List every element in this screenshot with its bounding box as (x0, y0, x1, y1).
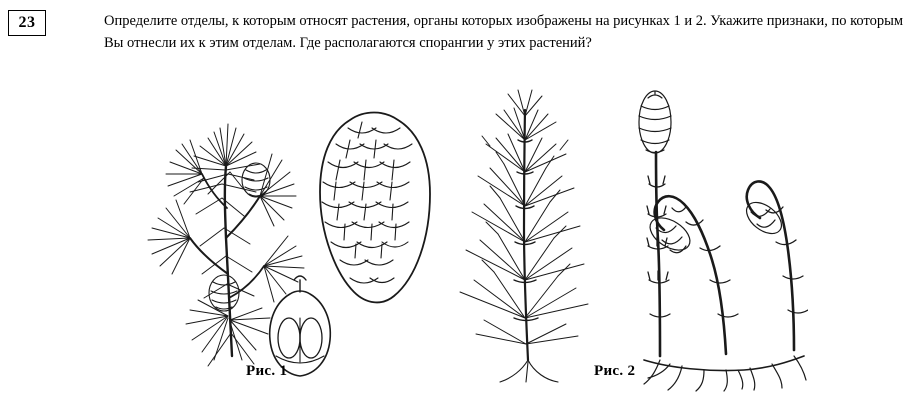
pine-branch-drawing (148, 124, 304, 366)
question-text: Определите отделы, к которым относят растения, органы которых изображены на рисунках 1 и 2. Укажите признаки, по которым Вы отнесли их к этим отделам. Где располагаются спорангии у этих растений? (104, 13, 904, 51)
figure-2-caption: Рис. 2 (594, 363, 636, 379)
strobilus-curved (644, 211, 695, 256)
pine-cone-drawing (320, 113, 430, 303)
horsetail-vegetative-shoot (460, 90, 588, 382)
figure-area (104, 88, 808, 393)
pine-seed-drawing (270, 276, 331, 376)
task-number-badge (8, 10, 46, 36)
small-cone-lower (209, 275, 239, 311)
biology-illustration (104, 88, 808, 393)
task-number-label: 23 (18, 14, 36, 31)
horsetail-spore-shoots (639, 91, 808, 391)
figure-1-caption: Рис. 1 (246, 363, 288, 379)
strobilus-tall (639, 91, 671, 153)
